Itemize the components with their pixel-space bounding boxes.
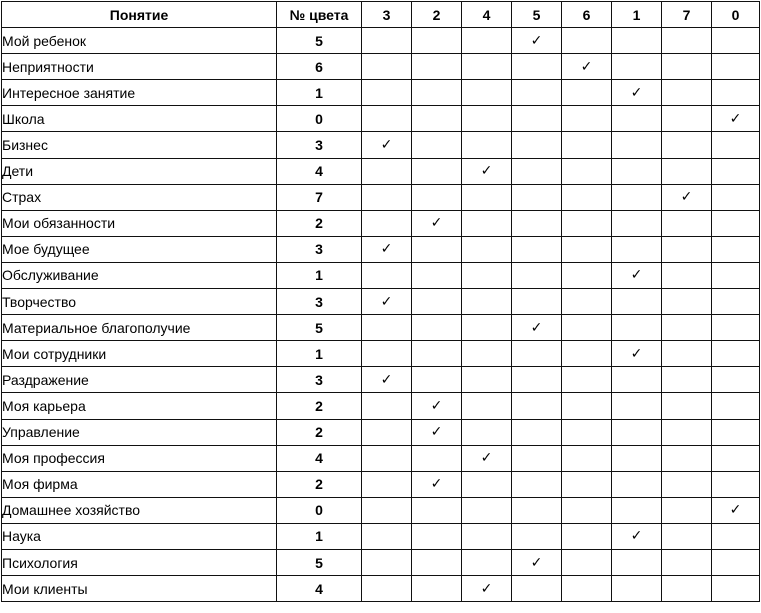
empty-cell xyxy=(362,54,412,80)
color-number-cell: 2 xyxy=(277,419,362,445)
empty-cell xyxy=(512,80,562,106)
empty-cell xyxy=(612,158,662,184)
empty-cell xyxy=(712,80,760,106)
empty-cell xyxy=(412,236,462,262)
empty-cell xyxy=(662,445,712,471)
empty-cell xyxy=(712,549,760,575)
empty-cell xyxy=(362,158,412,184)
color-number-cell: 5 xyxy=(277,549,362,575)
color-number-cell: 2 xyxy=(277,393,362,419)
table-row xyxy=(2,262,760,288)
empty-cell xyxy=(462,289,512,315)
empty-cell xyxy=(362,210,412,236)
empty-cell xyxy=(412,80,462,106)
empty-cell xyxy=(412,158,462,184)
empty-cell xyxy=(412,367,462,393)
color-number-cell: 3 xyxy=(277,236,362,262)
empty-cell xyxy=(562,419,612,445)
empty-cell xyxy=(712,54,760,80)
concept-cell: Управление xyxy=(2,419,277,445)
empty-cell xyxy=(462,262,512,288)
table-row xyxy=(2,367,760,393)
empty-cell xyxy=(462,132,512,158)
empty-cell xyxy=(362,549,412,575)
empty-cell xyxy=(612,210,662,236)
concept-cell: Домашнее хозяйство xyxy=(2,497,277,523)
empty-cell xyxy=(462,54,512,80)
empty-cell xyxy=(712,236,760,262)
empty-cell xyxy=(712,210,760,236)
checkmark-icon: ✓ xyxy=(462,445,512,471)
empty-cell xyxy=(562,210,612,236)
header-color-0: 0 xyxy=(712,2,760,28)
empty-cell xyxy=(362,576,412,602)
concept-cell: Моя фирма xyxy=(2,471,277,497)
empty-cell xyxy=(462,523,512,549)
checkmark-icon: ✓ xyxy=(362,367,412,393)
empty-cell xyxy=(662,106,712,132)
empty-cell xyxy=(462,184,512,210)
empty-cell xyxy=(562,367,612,393)
empty-cell xyxy=(662,549,712,575)
checkmark-icon: ✓ xyxy=(612,80,662,106)
empty-cell xyxy=(562,445,612,471)
empty-cell xyxy=(662,523,712,549)
empty-cell xyxy=(362,80,412,106)
empty-cell xyxy=(462,497,512,523)
empty-cell xyxy=(362,393,412,419)
empty-cell xyxy=(462,471,512,497)
concept-cell: Материальное благополучие xyxy=(2,315,277,341)
empty-cell xyxy=(612,419,662,445)
empty-cell xyxy=(412,289,462,315)
empty-cell xyxy=(362,28,412,54)
checkmark-icon: ✓ xyxy=(412,210,462,236)
empty-cell xyxy=(462,80,512,106)
empty-cell xyxy=(512,471,562,497)
empty-cell xyxy=(712,289,760,315)
empty-cell xyxy=(562,106,612,132)
empty-cell xyxy=(462,236,512,262)
empty-cell xyxy=(512,341,562,367)
empty-cell xyxy=(412,54,462,80)
checkmark-icon: ✓ xyxy=(462,576,512,602)
table-row xyxy=(2,184,760,210)
empty-cell xyxy=(512,54,562,80)
table-row xyxy=(2,236,760,262)
table-row xyxy=(2,445,760,471)
empty-cell xyxy=(512,158,562,184)
table-row xyxy=(2,28,760,54)
empty-cell xyxy=(362,419,412,445)
empty-cell xyxy=(662,236,712,262)
empty-cell xyxy=(512,210,562,236)
empty-cell xyxy=(562,315,612,341)
concept-cell: Мои клиенты xyxy=(2,576,277,602)
header-color-number: № цвета xyxy=(277,2,362,28)
color-association-table xyxy=(1,1,760,602)
header-color-7: 7 xyxy=(662,2,712,28)
empty-cell xyxy=(512,106,562,132)
concept-cell: Творчество xyxy=(2,289,277,315)
concept-cell: Бизнес xyxy=(2,132,277,158)
color-number-cell: 7 xyxy=(277,184,362,210)
empty-cell xyxy=(562,28,612,54)
checkmark-icon: ✓ xyxy=(612,341,662,367)
header-color-5: 5 xyxy=(512,2,562,28)
concept-cell: Обслуживание xyxy=(2,262,277,288)
color-number-cell: 0 xyxy=(277,497,362,523)
header-row xyxy=(2,2,760,28)
color-number-cell: 5 xyxy=(277,315,362,341)
empty-cell xyxy=(662,158,712,184)
empty-cell xyxy=(412,315,462,341)
table-row xyxy=(2,210,760,236)
empty-cell xyxy=(612,393,662,419)
empty-cell xyxy=(362,445,412,471)
empty-cell xyxy=(562,80,612,106)
checkmark-icon: ✓ xyxy=(512,549,562,575)
empty-cell xyxy=(562,341,612,367)
empty-cell xyxy=(712,341,760,367)
empty-cell xyxy=(412,184,462,210)
empty-cell xyxy=(612,289,662,315)
color-number-cell: 0 xyxy=(277,106,362,132)
concept-cell: Мои сотрудники xyxy=(2,341,277,367)
empty-cell xyxy=(562,393,612,419)
empty-cell xyxy=(562,184,612,210)
empty-cell xyxy=(412,576,462,602)
empty-cell xyxy=(512,236,562,262)
empty-cell xyxy=(412,132,462,158)
empty-cell xyxy=(712,158,760,184)
empty-cell xyxy=(512,184,562,210)
empty-cell xyxy=(712,523,760,549)
empty-cell xyxy=(612,236,662,262)
empty-cell xyxy=(712,262,760,288)
empty-cell xyxy=(362,262,412,288)
checkmark-icon: ✓ xyxy=(662,184,712,210)
empty-cell xyxy=(712,132,760,158)
table-row xyxy=(2,80,760,106)
table-row xyxy=(2,132,760,158)
empty-cell xyxy=(612,106,662,132)
header-color-3: 3 xyxy=(362,2,412,28)
table-row xyxy=(2,54,760,80)
empty-cell xyxy=(462,315,512,341)
empty-cell xyxy=(462,106,512,132)
empty-cell xyxy=(662,367,712,393)
empty-cell xyxy=(412,523,462,549)
empty-cell xyxy=(512,289,562,315)
table-row xyxy=(2,576,760,602)
empty-cell xyxy=(712,419,760,445)
color-number-cell: 4 xyxy=(277,576,362,602)
table-row xyxy=(2,341,760,367)
empty-cell xyxy=(512,367,562,393)
empty-cell xyxy=(612,549,662,575)
concept-cell: Моя карьера xyxy=(2,393,277,419)
checkmark-icon: ✓ xyxy=(362,132,412,158)
color-number-cell: 2 xyxy=(277,210,362,236)
empty-cell xyxy=(462,28,512,54)
empty-cell xyxy=(662,132,712,158)
empty-cell xyxy=(712,576,760,602)
table-body xyxy=(2,28,760,602)
header-concept: Понятие xyxy=(2,2,277,28)
table-row xyxy=(2,471,760,497)
empty-cell xyxy=(412,549,462,575)
checkmark-icon: ✓ xyxy=(612,523,662,549)
empty-cell xyxy=(612,28,662,54)
table-row xyxy=(2,289,760,315)
concept-cell: Страх xyxy=(2,184,277,210)
empty-cell xyxy=(462,549,512,575)
concept-cell: Раздражение xyxy=(2,367,277,393)
empty-cell xyxy=(712,28,760,54)
color-number-cell: 4 xyxy=(277,445,362,471)
empty-cell xyxy=(712,315,760,341)
color-number-cell: 6 xyxy=(277,54,362,80)
empty-cell xyxy=(462,419,512,445)
empty-cell xyxy=(462,393,512,419)
empty-cell xyxy=(612,132,662,158)
empty-cell xyxy=(662,419,712,445)
empty-cell xyxy=(562,262,612,288)
table-row xyxy=(2,549,760,575)
table-row xyxy=(2,106,760,132)
empty-cell xyxy=(362,315,412,341)
empty-cell xyxy=(612,315,662,341)
empty-cell xyxy=(712,445,760,471)
empty-cell xyxy=(562,549,612,575)
empty-cell xyxy=(662,576,712,602)
empty-cell xyxy=(612,184,662,210)
empty-cell xyxy=(362,497,412,523)
header-color-4: 4 xyxy=(462,2,512,28)
color-number-cell: 3 xyxy=(277,367,362,393)
empty-cell xyxy=(362,184,412,210)
concept-cell: Неприятности xyxy=(2,54,277,80)
empty-cell xyxy=(362,471,412,497)
concept-cell: Интересное занятие xyxy=(2,80,277,106)
concept-cell: Психология xyxy=(2,549,277,575)
empty-cell xyxy=(512,132,562,158)
checkmark-icon: ✓ xyxy=(412,471,462,497)
empty-cell xyxy=(562,576,612,602)
color-number-cell: 5 xyxy=(277,28,362,54)
table-row xyxy=(2,158,760,184)
empty-cell xyxy=(662,54,712,80)
concept-cell: Школа xyxy=(2,106,277,132)
checkmark-icon: ✓ xyxy=(362,289,412,315)
empty-cell xyxy=(512,419,562,445)
checkmark-icon: ✓ xyxy=(512,28,562,54)
concept-cell: Мой ребенок xyxy=(2,28,277,54)
empty-cell xyxy=(662,210,712,236)
empty-cell xyxy=(612,576,662,602)
empty-cell xyxy=(412,341,462,367)
empty-cell xyxy=(412,445,462,471)
empty-cell xyxy=(512,497,562,523)
empty-cell xyxy=(412,106,462,132)
empty-cell xyxy=(612,367,662,393)
empty-cell xyxy=(712,367,760,393)
checkmark-icon: ✓ xyxy=(412,393,462,419)
color-number-cell: 1 xyxy=(277,341,362,367)
concept-cell: Наука xyxy=(2,523,277,549)
concept-cell: Дети xyxy=(2,158,277,184)
header-color-6: 6 xyxy=(562,2,612,28)
color-number-cell: 3 xyxy=(277,132,362,158)
empty-cell xyxy=(662,262,712,288)
empty-cell xyxy=(562,471,612,497)
empty-cell xyxy=(462,367,512,393)
empty-cell xyxy=(712,471,760,497)
empty-cell xyxy=(512,393,562,419)
empty-cell xyxy=(662,80,712,106)
empty-cell xyxy=(662,289,712,315)
empty-cell xyxy=(612,497,662,523)
empty-cell xyxy=(562,523,612,549)
empty-cell xyxy=(662,315,712,341)
color-number-cell: 1 xyxy=(277,262,362,288)
empty-cell xyxy=(662,28,712,54)
concept-cell: Мое будущее xyxy=(2,236,277,262)
empty-cell xyxy=(362,523,412,549)
empty-cell xyxy=(612,54,662,80)
empty-cell xyxy=(512,576,562,602)
color-number-cell: 4 xyxy=(277,158,362,184)
color-number-cell: 3 xyxy=(277,289,362,315)
empty-cell xyxy=(562,158,612,184)
checkmark-icon: ✓ xyxy=(412,419,462,445)
header-color-1: 1 xyxy=(612,2,662,28)
color-number-cell: 1 xyxy=(277,523,362,549)
empty-cell xyxy=(512,445,562,471)
empty-cell xyxy=(512,523,562,549)
empty-cell xyxy=(562,236,612,262)
empty-cell xyxy=(462,210,512,236)
empty-cell xyxy=(662,471,712,497)
empty-cell xyxy=(712,184,760,210)
empty-cell xyxy=(662,341,712,367)
empty-cell xyxy=(612,445,662,471)
concept-cell: Мои обязанности xyxy=(2,210,277,236)
checkmark-icon: ✓ xyxy=(712,106,760,132)
color-number-cell: 1 xyxy=(277,80,362,106)
empty-cell xyxy=(562,497,612,523)
table-row xyxy=(2,497,760,523)
table-row xyxy=(2,419,760,445)
empty-cell xyxy=(612,471,662,497)
empty-cell xyxy=(562,132,612,158)
checkmark-icon: ✓ xyxy=(362,236,412,262)
empty-cell xyxy=(662,497,712,523)
checkmark-icon: ✓ xyxy=(562,54,612,80)
empty-cell xyxy=(712,393,760,419)
header-color-2: 2 xyxy=(412,2,462,28)
empty-cell xyxy=(662,393,712,419)
concept-cell: Моя профессия xyxy=(2,445,277,471)
checkmark-icon: ✓ xyxy=(462,158,512,184)
color-number-cell: 2 xyxy=(277,471,362,497)
empty-cell xyxy=(562,289,612,315)
empty-cell xyxy=(412,28,462,54)
checkmark-icon: ✓ xyxy=(712,497,760,523)
table-row xyxy=(2,315,760,341)
empty-cell xyxy=(362,106,412,132)
empty-cell xyxy=(512,262,562,288)
empty-cell xyxy=(362,341,412,367)
table-row xyxy=(2,523,760,549)
checkmark-icon: ✓ xyxy=(612,262,662,288)
table-row xyxy=(2,393,760,419)
empty-cell xyxy=(412,262,462,288)
empty-cell xyxy=(462,341,512,367)
checkmark-icon: ✓ xyxy=(512,315,562,341)
empty-cell xyxy=(412,497,462,523)
